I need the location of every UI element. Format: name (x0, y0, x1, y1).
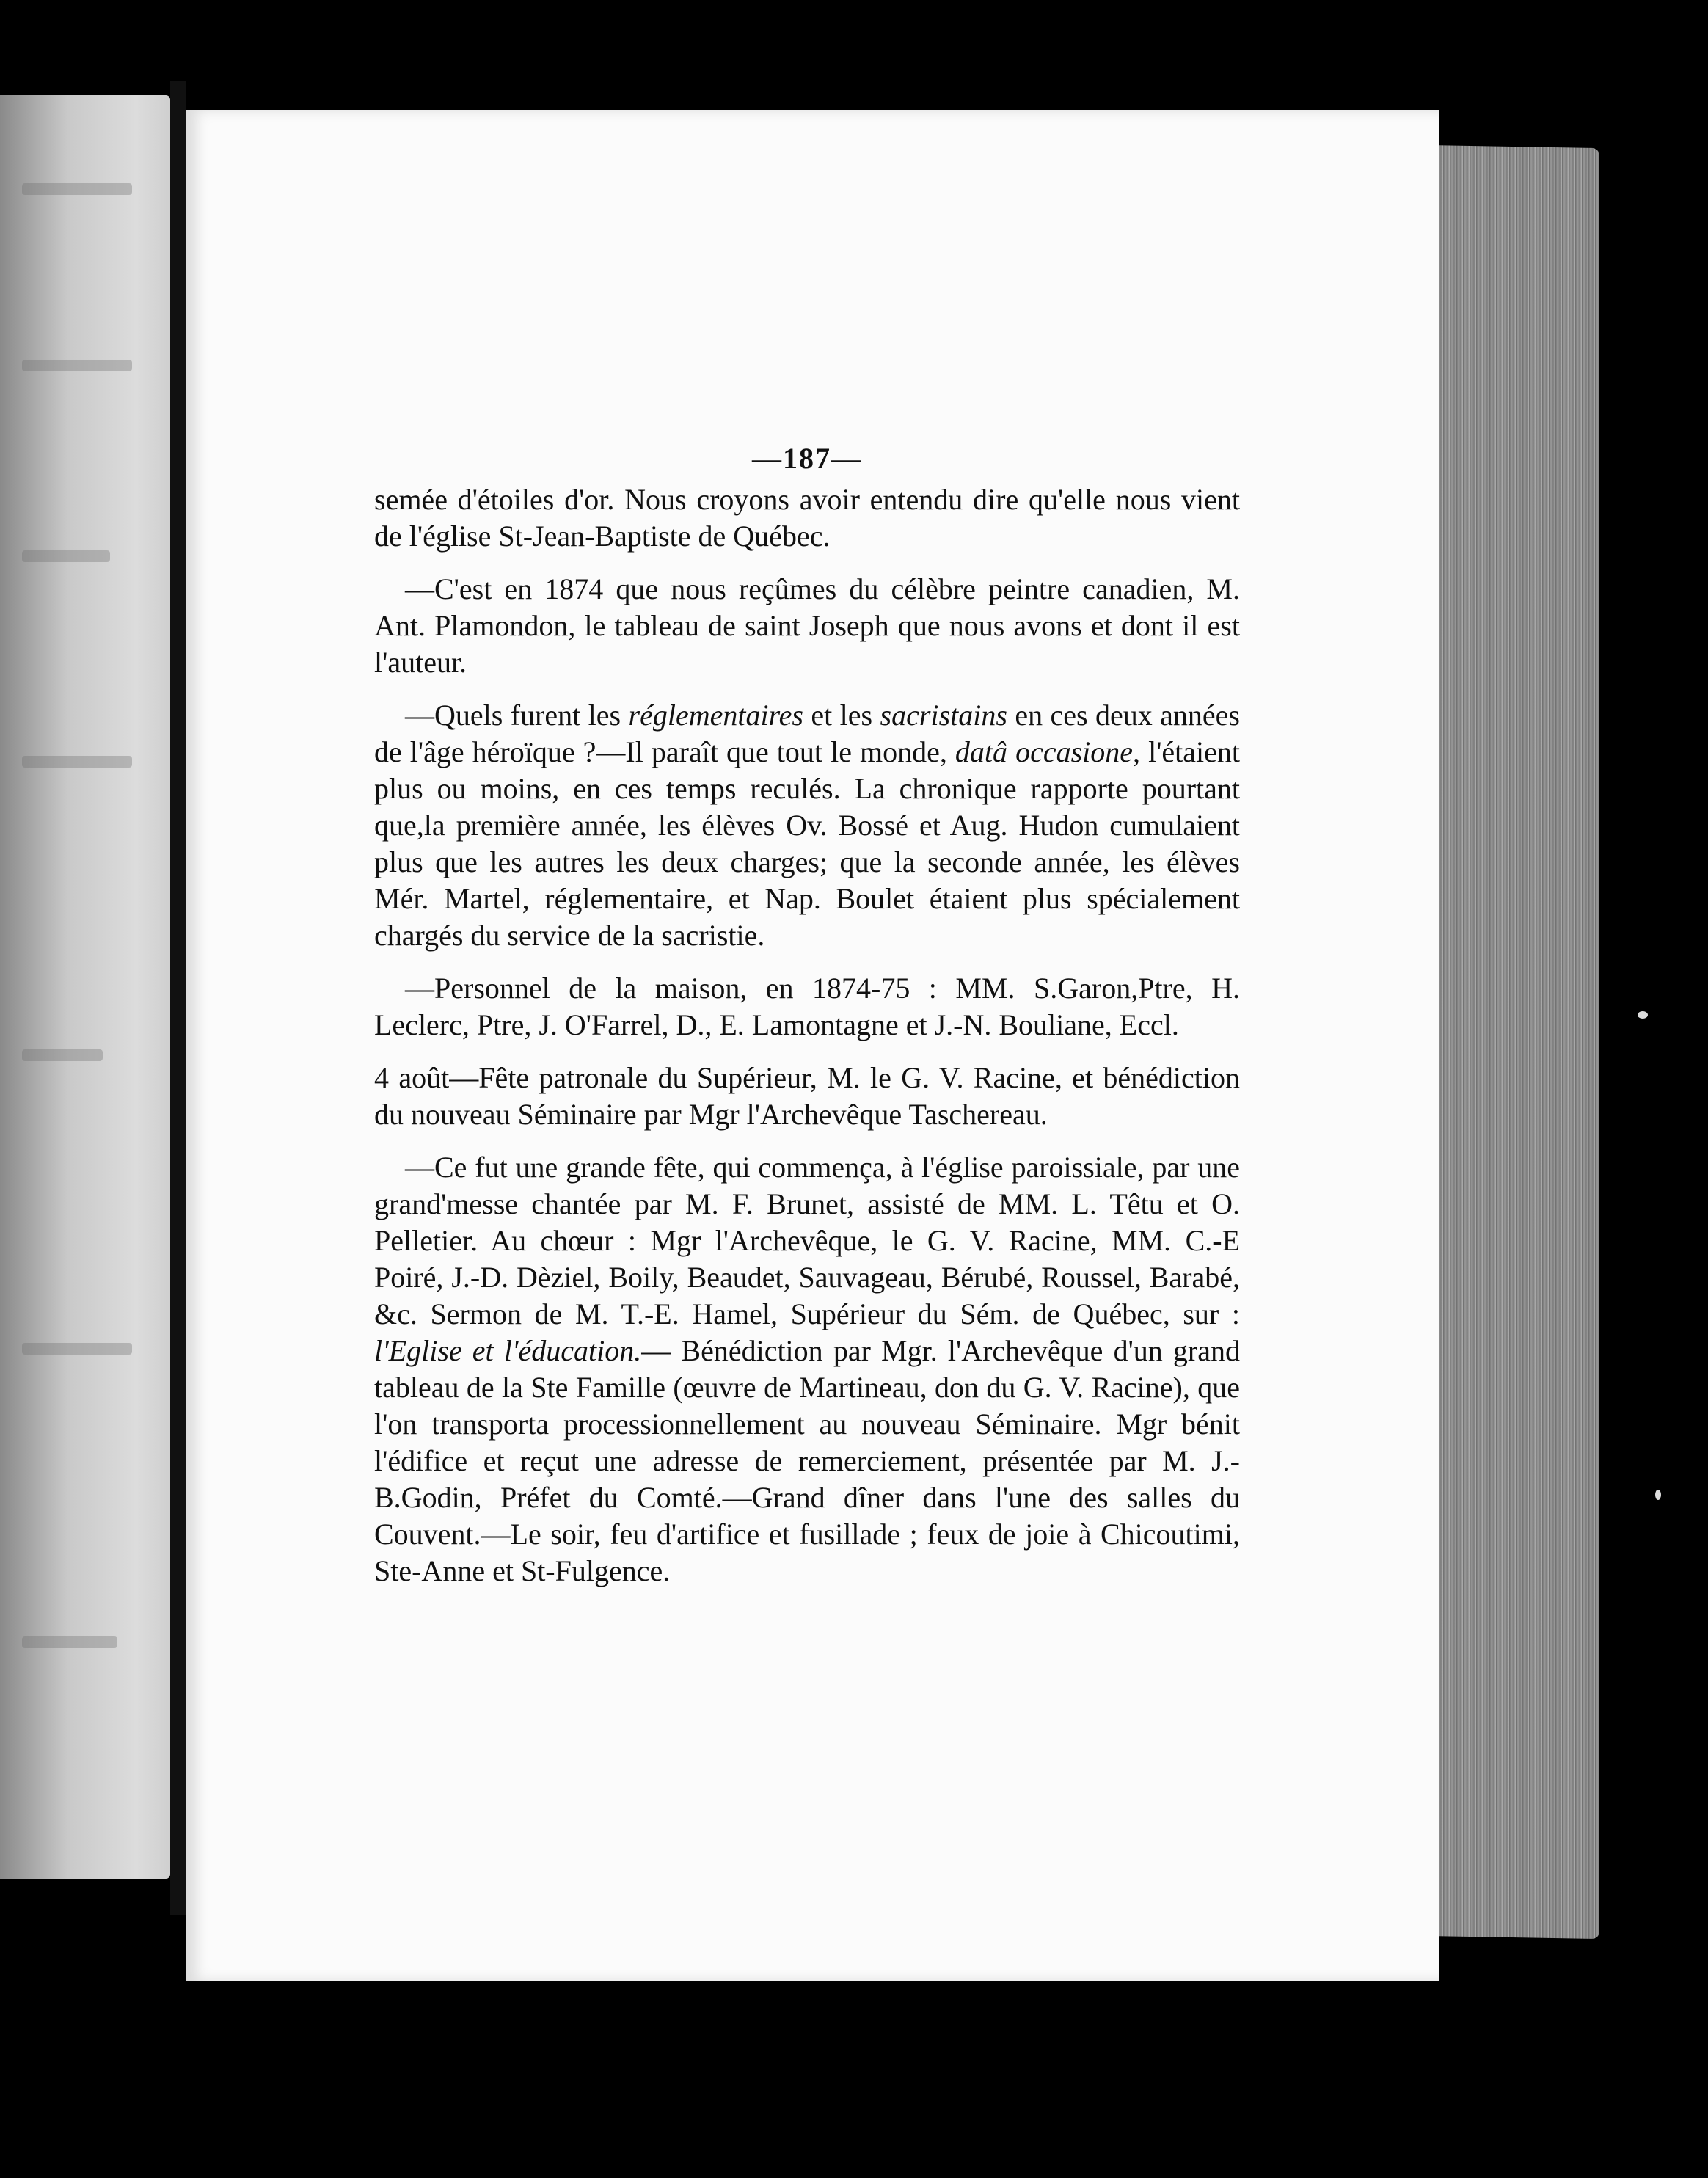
italic-term: sacristains (880, 699, 1007, 732)
text-run: —C'est en 1874 que nous reçûmes du célèbre peintre canadien, M. Ant. Plamondon, le tableau de saint Joseph que nous avons et dont il est l'auteur. (374, 572, 1240, 679)
italic-term: réglementaires (628, 699, 803, 732)
scan-speck (1655, 1490, 1661, 1500)
facing-page (0, 95, 170, 1879)
paragraph-2 (374, 571, 1240, 681)
book-gutter (170, 81, 186, 1915)
text-run: —Quels furent les (405, 699, 629, 732)
scan-speck (1638, 1011, 1648, 1019)
paragraph-5 (374, 1060, 1240, 1133)
paragraph-1 (374, 481, 1240, 555)
page-edges (1423, 145, 1599, 1939)
page-text (374, 440, 1240, 1606)
text-run: , l'étaient plus ou moins, en ces temps reculés. La chronique rapporte pourtant que,la première année, les élèves Ov. Bossé et Aug. Hudon cumulaient plus que les autres les deux charges; que la seconde année, les élèves Mér. Martel, réglementaire, et Nap. Boulet étaient plus spécialement chargés du service de la sacristie. (374, 735, 1241, 952)
text-run: en ces deux années de l'âge héroïque ?—Il paraît que tout le monde, (374, 699, 1240, 768)
paragraph-3 (374, 697, 1240, 954)
text-run: et les (803, 699, 880, 732)
italic-term: l'Eglise et l'éducation. (374, 1334, 642, 1367)
text-run: —Ce fut une grande fête, qui commença, à l'église paroissiale, par une grand'messe chantée par M. F. Brunet, assisté de MM. L. Têtu et O. Pelletier. Au chœur : Mgr l'Archevêque, le G. V. Racine, MM. C.-E Poiré, J.-D. Dèziel, Boily, Beaudet, Sauvageau, Bérubé, Roussel, Barabé, &c. Sermon de M. T.-E. Hamel, Supérieur du Sém. de Québec, sur : (374, 1151, 1240, 1330)
text-run: semée d'étoiles d'or. Nous croyons avoir entendu dire qu'elle nous vient de l'église St-Jean-Baptiste de Québec. (374, 483, 1240, 553)
text-run: —Personnel de la maison, en 1874-75 : MM. S.Garon,Ptre, H. Leclerc, Ptre, J. O'Farrel, D., E. Lamontagne et J.-N. Bouliane, Eccl. (374, 972, 1240, 1041)
paragraph-4 (374, 970, 1240, 1044)
text-run: — Bénédiction par Mgr. l'Archevêque d'un grand tableau de la Ste Famille (œuvre de Martineau, don du G. V. Racine), que l'on transporta processionnellement au nouveau Séminaire. Mgr bénit l'édifice et reçut une adresse de remerciement, présentée par M. J.-B.Godin, Préfet du Comté.—Grand dîner dans l'une des salles du Couvent.—Le soir, feu d'artifice et fusillade ; feux de joie à Chicoutimi, Ste-Anne et St-Fulgence. (374, 1334, 1241, 1587)
italic-term: datâ occasione (955, 735, 1134, 768)
paragraph-6 (374, 1149, 1240, 1589)
text-run: 4 août—Fête patronale du Supérieur, M. le G. V. Racine, et bénédiction du nouveau Séminaire par Mgr l'Archevêque Taschereau. (374, 1061, 1240, 1131)
page-number: —187— (752, 442, 862, 475)
